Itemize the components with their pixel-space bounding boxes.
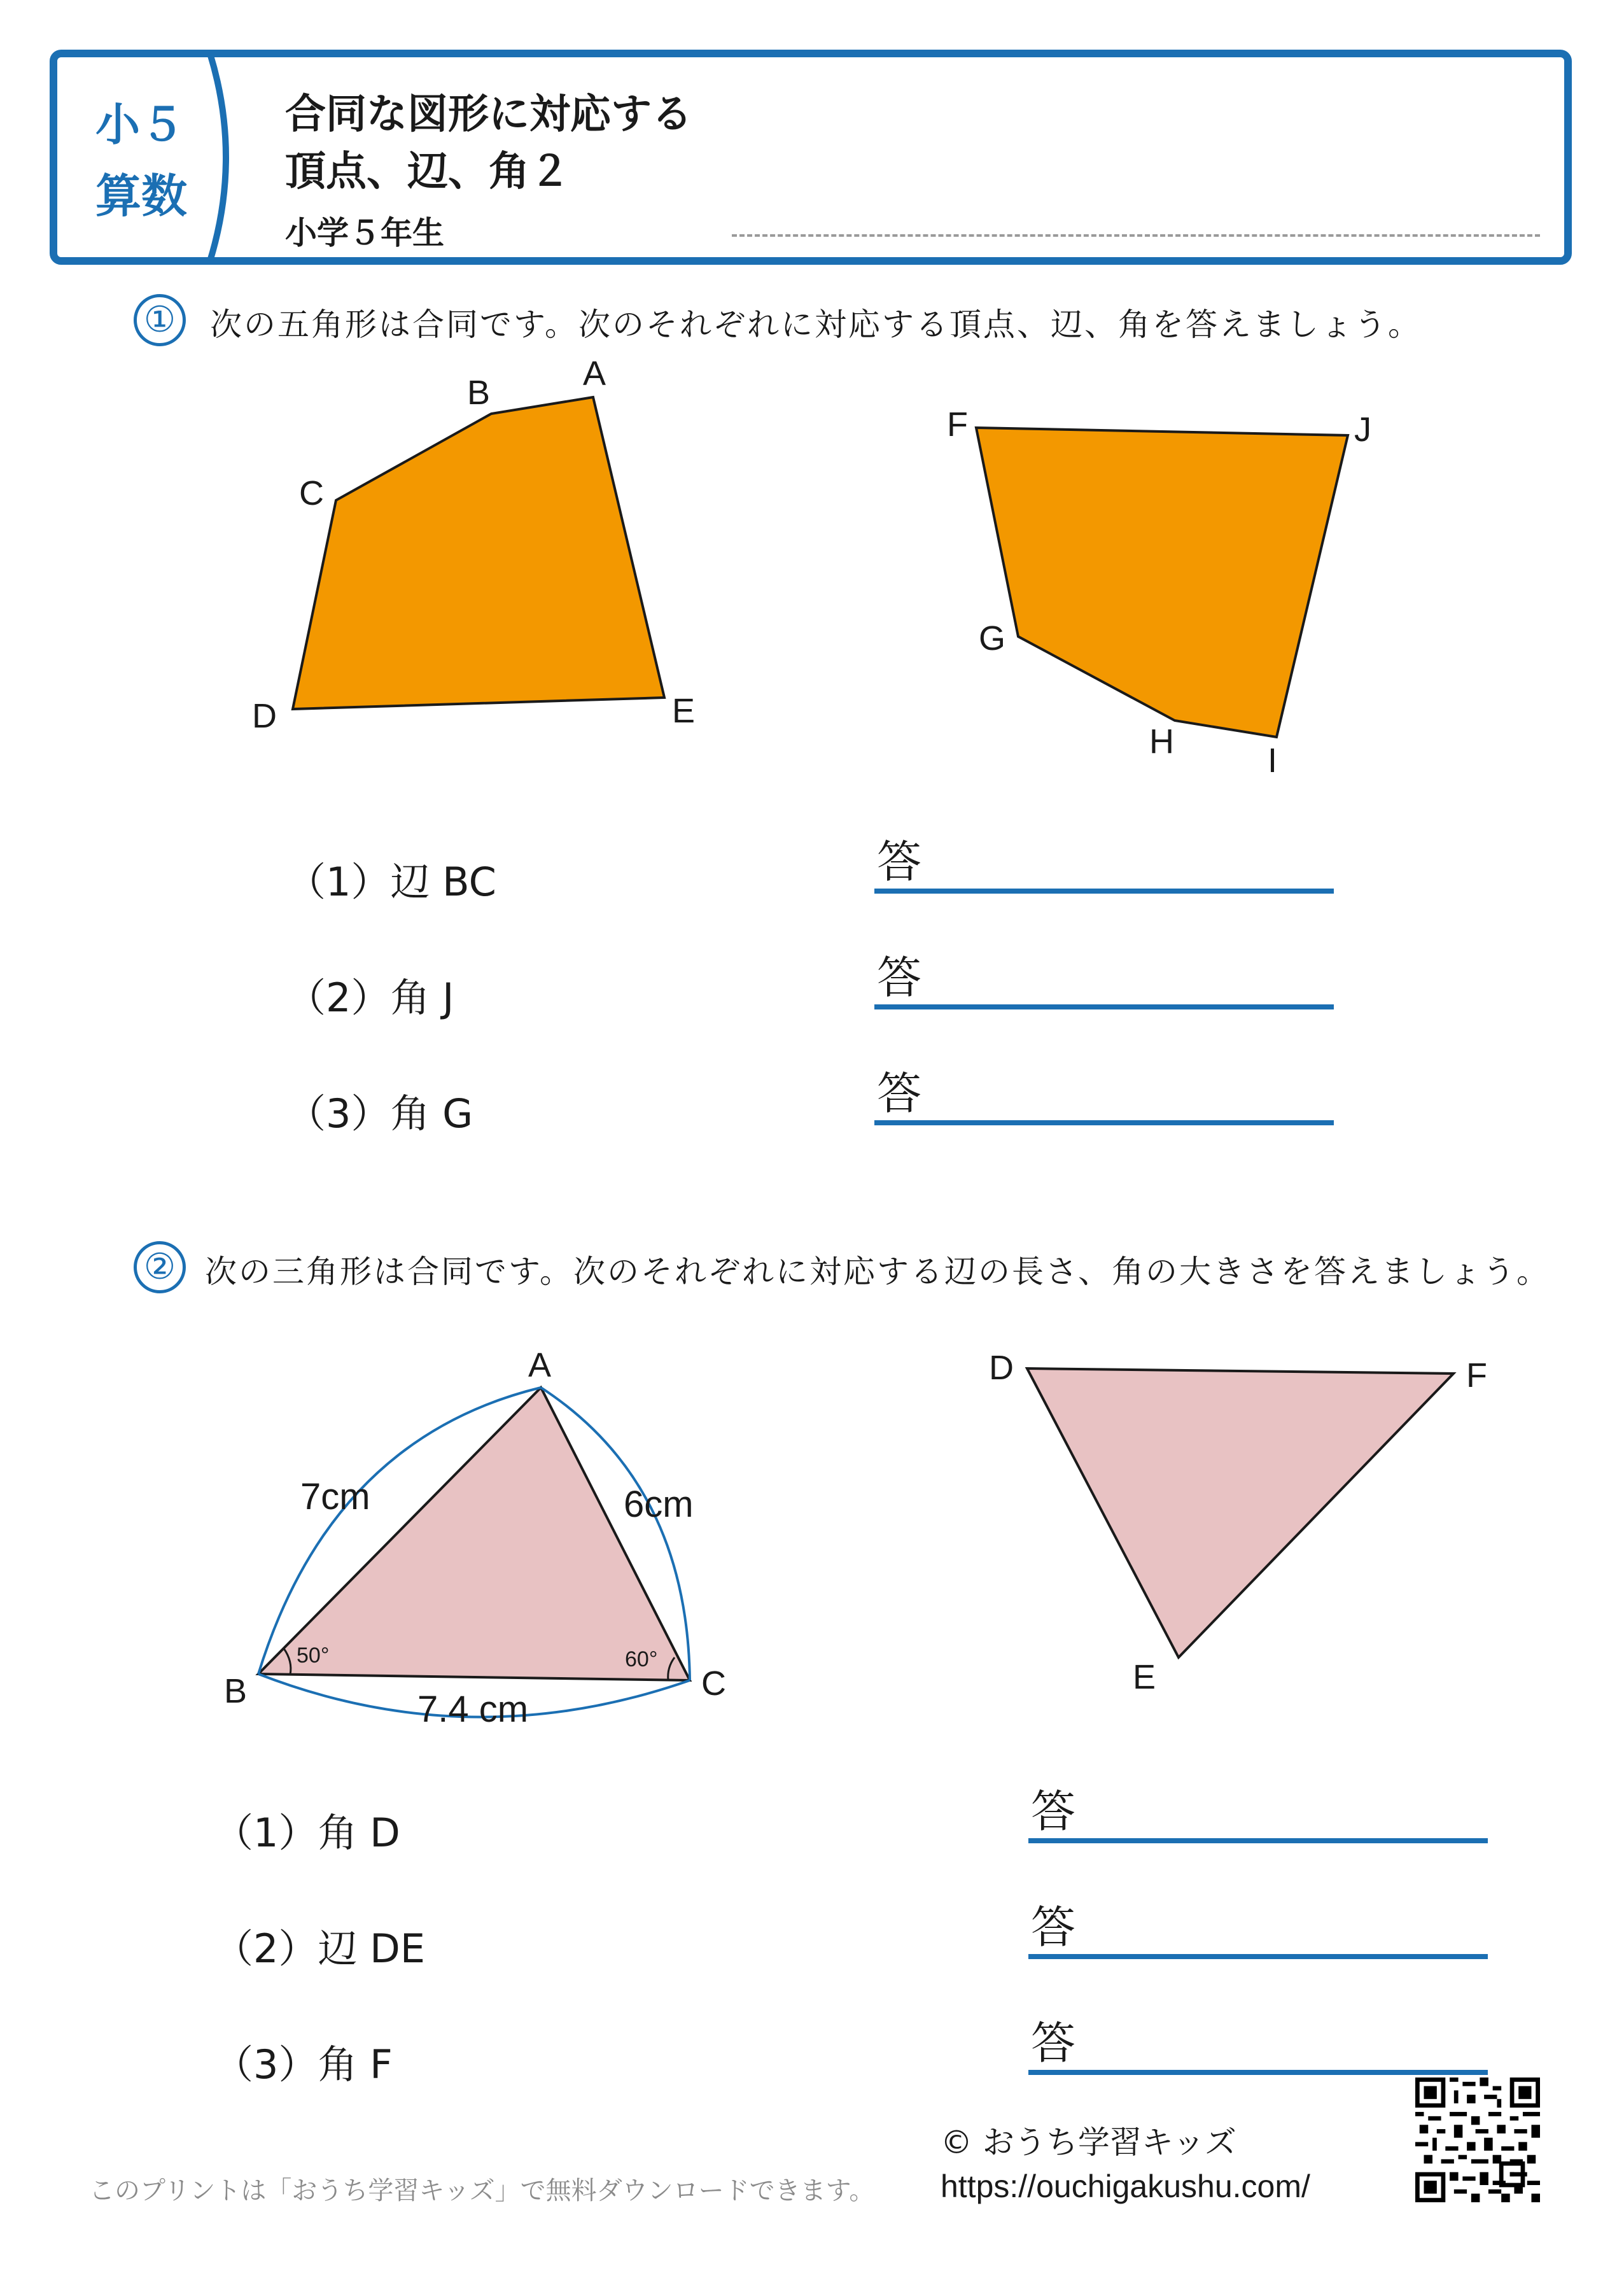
triangle-def xyxy=(1027,1368,1453,1657)
question-1-number: ① xyxy=(134,294,186,346)
title-line2: 頂点、辺、角２ xyxy=(285,148,570,195)
vertex-label-e: E xyxy=(672,692,696,730)
q1-item-3: （3）角 G xyxy=(286,1090,473,1137)
qr-code-icon xyxy=(1415,2078,1540,2202)
q2-answer-line-2[interactable] xyxy=(1028,1954,1488,1959)
footer-notice: このプリントは「おうち学習キッズ」で無料ダウンロードできます。 xyxy=(89,2176,875,2205)
q1-answer-label-2: 答 xyxy=(877,952,921,1004)
q1-item-2: （2）角 J xyxy=(286,974,454,1021)
copyright: © おうち学習キッズ xyxy=(941,2124,1236,2161)
q2-item-3: （3）角 F xyxy=(214,2041,393,2088)
vertex-label-tri-a: A xyxy=(528,1346,552,1384)
question-2-number: ② xyxy=(134,1241,186,1293)
q2-item-2: （2）辺 DE xyxy=(214,1925,426,1972)
vertex-label-j: J xyxy=(1354,411,1371,449)
vertex-label-tri-b: B xyxy=(224,1672,248,1710)
q2-answer-label-2: 答 xyxy=(1031,1901,1075,1953)
angle-label-c: 60° xyxy=(625,1647,658,1671)
q1-answer-label-1: 答 xyxy=(877,836,921,888)
question-2-text: 次の三角形は合同です。次のそれぞれに対応する辺の長さ、角の大きさを答えましょう。 xyxy=(205,1253,1550,1290)
site-url[interactable]: https://ouchigakushu.com/ xyxy=(941,2169,1310,2204)
grade-label: 小５ xyxy=(95,99,185,151)
vertex-label-tri-c: C xyxy=(701,1664,726,1703)
q2-answer-label-3: 答 xyxy=(1031,2017,1075,2069)
vertex-label-i: I xyxy=(1268,742,1278,780)
vertex-label-a: A xyxy=(583,355,606,393)
question-1-text: 次の五角形は合同です。次のそれぞれに対応する頂点、辺、角を答えましょう。 xyxy=(210,306,1422,343)
vertex-label-tri-e: E xyxy=(1133,1658,1156,1696)
side-label-bc: 7.4 cm xyxy=(417,1689,529,1730)
vertex-label-f: F xyxy=(947,405,968,444)
vertex-label-h: H xyxy=(1149,722,1174,761)
subject-label: 算数 xyxy=(95,169,188,223)
q1-item-1: （1）辺 BC xyxy=(286,859,496,905)
angle-label-b: 50° xyxy=(297,1643,330,1668)
vertex-label-c: C xyxy=(299,474,324,512)
grade-subtitle: 小学５年生 xyxy=(285,214,444,251)
vertex-label-b: B xyxy=(467,374,491,412)
vertex-label-tri-f: F xyxy=(1466,1356,1487,1395)
side-label-ab: 7cm xyxy=(300,1476,370,1517)
title-line1: 合同な図形に対応する xyxy=(285,91,692,138)
vertex-label-tri-d: D xyxy=(989,1349,1014,1387)
q2-answer-line-1[interactable] xyxy=(1028,1838,1488,1843)
vertex-label-g: G xyxy=(979,619,1006,657)
side-label-ac: 6cm xyxy=(624,1484,694,1525)
q1-answer-label-3: 答 xyxy=(877,1067,921,1120)
q2-answer-line-3[interactable] xyxy=(1028,2070,1488,2075)
q2-answer-label-1: 答 xyxy=(1031,1785,1075,1838)
vertex-label-d: D xyxy=(252,697,277,735)
q2-item-1: （1）角 D xyxy=(214,1810,400,1856)
